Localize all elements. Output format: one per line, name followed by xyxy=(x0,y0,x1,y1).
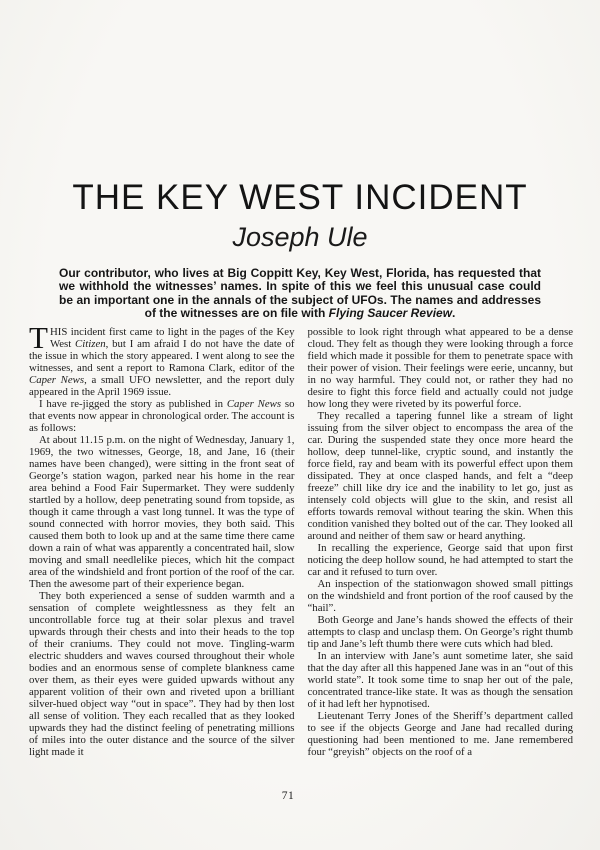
article-title: THE KEY WEST INCIDENT xyxy=(72,178,528,217)
drop-cap: T xyxy=(29,320,48,355)
paragraph: possible to look right through what appeared to be a dense cloud. They felt as though they were looking through a force field which made it possible for them to penetrate space with their power of vision. Their feelings were eerie, uncanny, but in no way harmful. They could not, or rather they had no desire to fight this force field and actually could not judge how long they were riveted by its powerful force. xyxy=(307,326,573,410)
paragraph-text: HIS incident first came to light in the pages of the Key West Citizen, but I am afraid I do not have the date of the issue in which the story appeared. I went along to see the witnesses, and sent a report to Ramona Clark, editor of the Caper News, a small UFO newsletter, and the report duly appeared in the April 1969 issue. xyxy=(29,326,295,398)
paragraph xyxy=(29,320,295,398)
paragraph: In an interview with Jane’s aunt sometime later, she said that the day after all this happened Jane was in an “out of this world state”. It took some time to snap her out of the pale, concentrated trance-like state. It was as though the sensation of it had left her hypnotised. xyxy=(307,650,573,710)
article-body xyxy=(29,320,573,758)
article-author: Joseph Ule xyxy=(232,222,368,252)
editorial-note: Our contributor, who lives at Big Coppitt Key, Key West, Florida, has requested that we withhold the witnesses’ names. In spite of this we feel this unusual case could be an important one in the annals of the subject of UFOs. The names and addresses of the witnesses are on file with Flying Saucer Review. xyxy=(59,266,541,321)
right-column xyxy=(308,326,574,758)
paragraph: Both George and Jane’s hands showed the effects of their attempts to clasp and unclasp them. On George’s right thumb tip and Jane’s left thumb there were cuts which had bled. xyxy=(307,614,573,650)
paragraph: An inspection of the stationwagon showed small pittings on the windshield and front portion of the roof caused by the “hail”. xyxy=(307,578,573,614)
article-masthead xyxy=(0,180,600,253)
left-column xyxy=(29,320,295,758)
paragraph: Lieutenant Terry Jones of the Sheriff’s department called to see if the objects George and Jane had recalled during questioning had been mentioned to me. Jane remembered four “greyish” objects on the roof of a xyxy=(307,710,573,758)
paragraph: I have re-jigged the story as published in Caper News so that events now appear in chronological order. The account is as follows: xyxy=(29,398,295,434)
paragraph: At about 11.15 p.m. on the night of Wednesday, January 1, 1969, the two witnesses, George, 18, and Jane, 16 (their names have been changed), were sitting in the front seat of George’s station wagon, parked near his home in the rear area behind a Food Fair Supermarket. They were suddenly startled by a hollow, deep penetrating sound from topside, as though it came through a vast long tunnel. It was the type of sound connected with horror movies, they both said. This caused them both to look up and at the same time there came down a rain of what was apparently a concentrated hail, slow moving and small needlelike pieces, which hit the compact area of the windshield and front portion of the roof of the car. Then the awesome part of their experience began. xyxy=(29,434,295,590)
page-number: 71 xyxy=(281,790,295,802)
paragraph: They recalled a tapering funnel like a stream of light issuing from the silver object to encompass the area of the car. During the suspended state they once more heard the hollow, deep tunnel-like, cryptic sound, and instantly the force field, ray and beam with its powerful effect upon them dissipated. They at once clasped hands, and felt a “deep freeze” chill like dry ice and the inability to let go, just as intensely cold objects will glue to the skin, and resist all efforts towards removal without tearing the skin. When this condition vanished they bolted out of the car. They looked all around and neither of them saw or heard anything. xyxy=(307,410,573,542)
paragraph: In recalling the experience, George said that upon first noticing the deep hollow sound, he had attempted to start the car and it refused to turn over. xyxy=(307,542,573,578)
paragraph: They both experienced a sense of sudden warmth and a sensation of complete weightlessness as they felt an uncontrollable force tug at their solar plexus and travel upwards through their chests and into their heads to the top of their craniums. They could not move. Tingling-warm electric shudders and waves coursed throughout their whole bodies and an enormous sense of complete blankness came over them, as their eyes were guided upwards without any apparent volition of their own and riveted upon a brilliant silver-hued object way “out in space”. They had by then lost all sense of volition. They each recalled that as they looked upwards they had the distinct feeling of penetrating millions of miles into the outer distance and the source of the silver light made it xyxy=(29,590,295,758)
